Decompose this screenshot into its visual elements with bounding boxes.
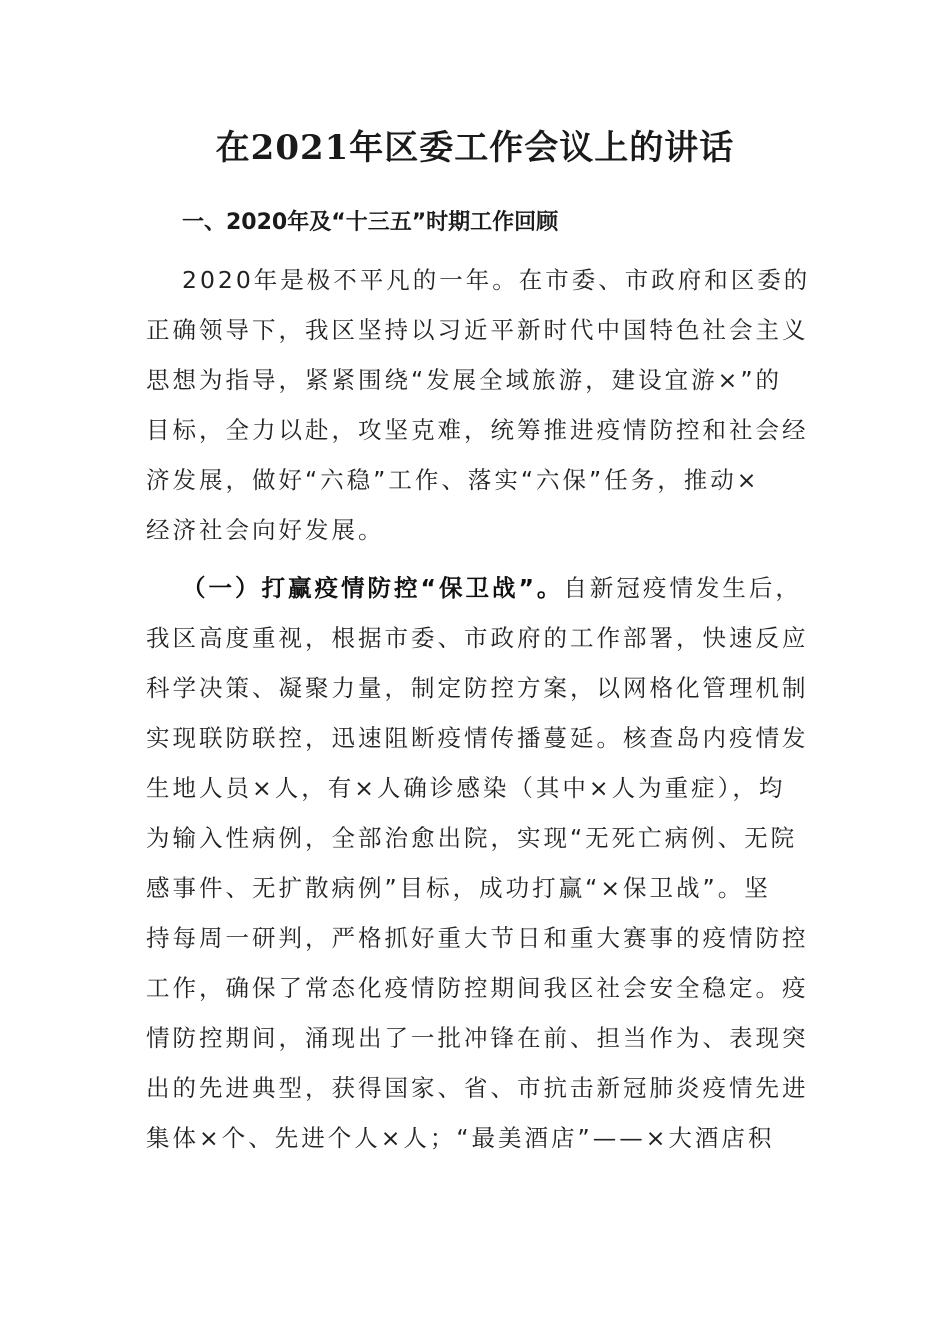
paragraph-line: 生地人员×人，有×人确诊感染（其中×人为重症），均 xyxy=(146,774,786,802)
paragraph-1 xyxy=(146,255,811,555)
paragraph-line: 正确领导下，我区坚持以习近平新时代中国特色社会主义 xyxy=(146,316,809,344)
paragraph-line: 出的先进典型，获得国家、省、市抗击新冠肺炎疫情先进 xyxy=(146,1074,809,1102)
paragraph-line: 感事件、无扩散病例”目标，成功打赢“×保卫战”。坚 xyxy=(146,874,771,902)
paragraph-line: 目标，全力以赴，攻坚克难，统筹推进疫情防控和社会经 xyxy=(146,416,809,444)
paragraph-line: 实现联防联控，迅速阻断疫情传播蔓延。核查岛内疫情发 xyxy=(146,724,809,752)
paragraph-first-line xyxy=(146,563,806,613)
paragraph-line: 为输入性病例，全部治愈出院，实现“无死亡病例、无院 xyxy=(146,824,798,852)
subsection-lead: （一）打赢疫情防控“保卫战”。 xyxy=(182,574,564,602)
paragraph-line: 工作，确保了常态化疫情防控期间我区社会安全稳定。疫 xyxy=(146,974,809,1002)
section-heading: 一、2020年及“十三五”时期工作回顾 xyxy=(182,210,559,235)
document-title: 在2021年区委工作会议上的讲话 xyxy=(215,128,735,168)
paragraph-line: 2020年是极不平凡的一年。在市委、市政府和区委的 xyxy=(182,266,811,294)
paragraph-2 xyxy=(146,563,809,1163)
paragraph-line: 持每周一研判，严格抓好重大节日和重大赛事的疫情防控 xyxy=(146,924,809,952)
paragraph-line: 我区高度重视，根据市委、市政府的工作部署，快速反应 xyxy=(146,624,809,652)
paragraph-line-rest: 自新冠疫情发生后， xyxy=(563,574,802,602)
paragraph-line: 济发展，做好“六稳”工作、落实“六保”任务，推动× xyxy=(146,466,760,494)
paragraph-line: 思想为指导，紧紧围绕“发展全域旅游，建设宜游×”的 xyxy=(146,366,783,394)
paragraph-line: 科学决策、凝聚力量，制定防控方案，以网格化管理机制 xyxy=(146,674,809,702)
paragraph-line: 经济社会向好发展。 xyxy=(146,516,385,544)
paragraph-line: 情防控期间，涌现出了一批冲锋在前、担当作为、表现突 xyxy=(146,1024,809,1052)
paragraph-line: 集体×个、先进个人×人；“最美酒店”——×大酒店积 xyxy=(146,1124,775,1152)
